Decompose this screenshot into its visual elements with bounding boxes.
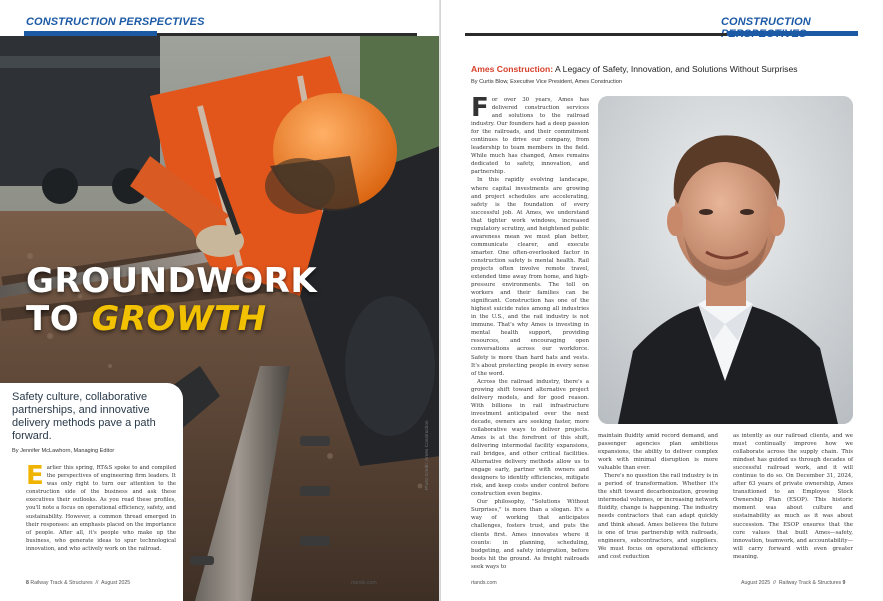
paragraph	[471, 93, 589, 176]
folio-page: 9	[842, 580, 846, 586]
folio-url[interactable]: rtands.com	[351, 580, 377, 586]
folio-sep: //	[94, 580, 100, 586]
folio-date: August 2025	[101, 580, 131, 586]
headline-line1: GROUNDWORK	[26, 261, 318, 301]
deck: Safety culture, collaborative partnerships, and innovative delivery methods pave a path forward.	[12, 391, 156, 442]
section-title: CONSTRUCTION PERSPECTIVES	[26, 16, 205, 28]
folio-sep: //	[771, 580, 778, 586]
paragraph: Across the railroad industry, there's a growing shift toward alternative project delivery models, and for good reason. With billions in rail infrastructure investment anticipated over the next decade, owners are seeking faster, more collaborative ways to deliver projects. Ames is at the forefront of this shift, delivering intermodal facility expansions, rail bridges, and other critical facilities. Alternative delivery methods allow us to engage early, partner with owners and designers to identify efficiencies, mitigate risk, and keep costs under control before construction even begins.	[471, 378, 589, 498]
folio-pub: Railway Track & Structures	[778, 580, 842, 586]
article-title-company: Ames Construction:	[471, 64, 554, 74]
left-page	[0, 0, 441, 601]
intro-body	[26, 461, 176, 553]
article-title-rest: A Legacy of Safety, Innovation, and Solutions Without Surprises	[553, 64, 798, 74]
article-title	[471, 64, 798, 74]
photo-credit: Photo Credit: Ames Construction	[425, 420, 430, 490]
folio-page: 8	[26, 580, 29, 586]
dropcap: E	[26, 461, 44, 491]
column-3	[733, 432, 853, 561]
section-title: CONSTRUCTION	[721, 16, 811, 28]
folio-right	[741, 580, 845, 586]
intro-text: arlier this spring, RT&S spoke to and compiled the perspectives of engineering firm leaders. It was only right to turn our attention to the construction side of the business and ask these executives their outlooks. As you read these profiles, you'll note a focus on operational efficiency, safety, and sustainability. However, a common thread emerged in their responses: an emphasis placed on the importance of people. After all, it's people who make up the business, who generate ideas to spur technological innovation, and who actively work on the railroad.	[26, 465, 176, 552]
byline: By Curtis Blow, Executive Vice President, Ames Construction	[471, 79, 622, 85]
paragraph: In this rapidly evolving landscape, where capital investments are growing and project schedules are accelerating, safety is the foundation of every successful job. At Ames, we understand that tighter work windows, increased regulatory scrutiny, and heightened public awareness mean we must plan better, communicate clearer, and execute smarter. One often-overlooked factor in construction safety is mental health. Rail projects often involve remote travel, extended time away from home, and high-pressure environments. The toll on workers and their families can be significant. Construction has one of the highest suicide rates among all industries in the U.S., and the rail industry is not immune. That's why Ames is investing in mental health support, providing resources, and encouraging open conversations across our workforce. Safety is more than hard hats and vests. It's about protecting people in every sense of the word.	[471, 177, 589, 377]
portrait-photo	[598, 96, 853, 424]
headline-growth: GROWTH	[91, 299, 267, 339]
paragraph: Our philosophy, "Solutions Without Surprises," is more than a slogan. It's a way of working that anticipates challenges, fosters trust, and puts the clients first. Ames innovates where it counts: in planning, scheduling, budgeting, and safety integration, before boots hit the ground. As freight railroads seek ways to	[471, 499, 589, 570]
byline: By Jennifer McLawhorn, Managing Editor	[12, 448, 115, 454]
folio-left	[26, 580, 130, 586]
folio-url[interactable]: rtands.com	[471, 580, 497, 586]
dropcap: F	[471, 93, 489, 123]
column-1	[471, 93, 589, 571]
executive-portrait	[598, 96, 853, 424]
paragraph: There's no question the rail industry is in a period of transformation. Whether it's the shift toward decarbonization, growing intermodal volumes, or increasing network fluidity, change is happening. The industry needs contractors that can adapt quickly and think ahead. Ames believes the future is one of true partnership with railroads, engineers, subcontractors, and suppliers. We must focus on operational efficiency and cost reduction	[598, 473, 718, 560]
headline-to: TO	[26, 299, 80, 339]
headline-line2	[26, 300, 317, 338]
column-2	[598, 432, 718, 561]
header-rule	[465, 31, 858, 36]
paragraph-text: or over 30 years, Ames has delivered construction services and solutions to the railroad industry. Our founders had a deep passion for the railroads, and their commitment continues to drive our company, from leadership to team members in the field. While much has changed, Ames remains dedicated to safety, innovation, and partnership.	[471, 97, 589, 176]
right-page	[441, 0, 883, 601]
folio-date: August 2025	[741, 580, 771, 586]
paragraph: as intently as our railroad clients, and we must continually improve how we collaborate across the supply chain. This mindset has guided us through decades of successful railroad work, and it will continue to do so. On December 31, 2024, after 63 years of private ownership, Ames transitioned to an Employee Stock Ownership Plan (ESOP). This historic moment was about culture and sustainability as much as it was about succession. The ESOP ensures that the core values that built Ames—safety, innovation, teamwork, and accountability—will carry forward with even greater meaning.	[733, 433, 853, 560]
headline	[26, 262, 317, 338]
paragraph: maintain fluidity amid record demand, and passenger agencies plan ambitious expansions, the ability to deliver complex work with minimal disruption is more valuable than ever.	[598, 433, 718, 472]
folio-pub: Railway Track & Structures	[30, 580, 93, 586]
